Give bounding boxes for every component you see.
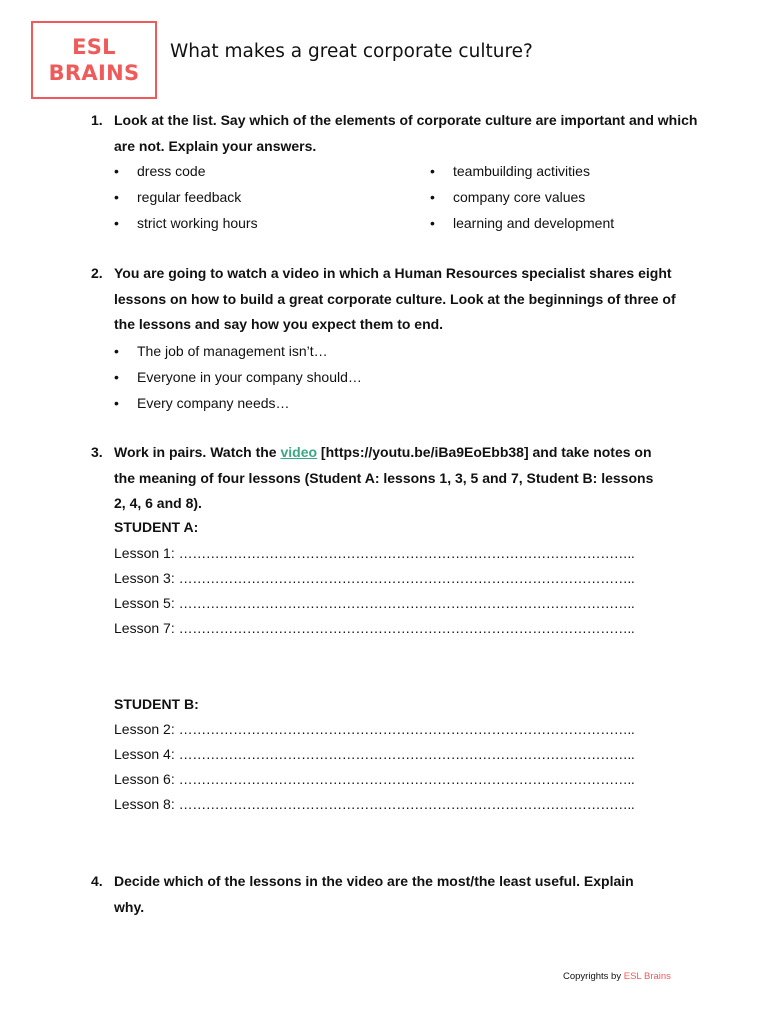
q1-right-list [430,158,614,236]
question-number: 1. [91,112,103,128]
answer-blank[interactable]: ……………………………………………………………………………………….. [178,746,635,762]
student-b-label: STUDENT B: [114,696,199,712]
lesson-line: Lesson 2: ……………………………………………………………………………………….. [114,721,635,737]
list-item: • The job of management isn’t… [114,343,328,359]
list-item: • regular feedback [114,189,242,205]
lesson-line: Lesson 7: ……………………………………………………………………………………….. [114,620,635,636]
question-4 [91,869,651,920]
lesson-line: Lesson 5: ……………………………………………………………………………………….. [114,595,635,611]
answer-blank[interactable]: ……………………………………………………………………………………….. [178,620,635,636]
answer-blank[interactable]: ……………………………………………………………………………………….. [178,771,635,787]
question-number: 3. [91,444,103,460]
q1-left-list [114,158,258,236]
list-item: • dress code [114,163,206,179]
logo-line-2: BRAINS [48,61,140,85]
question-text: Look at the list. Say which of the elements of corporate culture are important and which are not. Explain your answers. [114,112,698,154]
q2-list [114,338,362,416]
footer-brand: ESL Brains [623,971,671,982]
question-3 [91,440,656,517]
answer-blank[interactable]: ……………………………………………………………………………………….. [178,595,635,611]
question-1 [91,108,711,159]
lesson-line: Lesson 4: ……………………………………………………………………………………….. [114,746,635,762]
list-item: • Every company needs… [114,395,290,411]
list-item: • company core values [430,189,586,205]
lesson-line: Lesson 6: ……………………………………………………………………………………….. [114,771,635,787]
lesson-line: Lesson 8: ……………………………………………………………………………………….. [114,796,635,812]
student-a-label: STUDENT A: [114,519,199,535]
answer-blank[interactable]: ……………………………………………………………………………………….. [178,570,635,586]
answer-blank[interactable]: ……………………………………………………………………………………….. [178,721,635,737]
list-item: • learning and development [430,215,615,231]
list-item: • teambuilding activities [430,163,590,179]
copyright-footer: Copyrights by ESL Brains [563,971,671,982]
answer-blank[interactable]: ……………………………………………………………………………………….. [178,796,635,812]
question-2 [91,261,676,338]
question-text: You are going to watch a video in which a Human Resources specialist shares eight lessons on how to build a great corporate culture. Look at the beginnings of three of the lessons and say how you expect them to end. [114,265,676,332]
esl-brains-logo [31,21,157,99]
lesson-line: Lesson 3: ……………………………………………………………………………………….. [114,570,635,586]
list-item: • Everyone in your company should… [114,369,362,385]
page-title: What makes a great corporate culture? [170,41,533,62]
question-text: Decide which of the lessons in the video are the most/the least useful. Explain why. [114,873,634,915]
video-link[interactable]: video [280,444,318,460]
list-item: • strict working hours [114,215,258,231]
lesson-line: Lesson 1: ……………………………………………………………………………………….. [114,545,635,561]
question-text: Work in pairs. Watch the video [https://youtu.be/iBa9EoEbb38] and take notes on the meaning of four lessons (Student A: lessons 1, 3, 5 and 7, Student B: lessons 2, 4, 6 and 8). [114,444,654,511]
logo-line-1: ESL [72,35,116,59]
question-number: 2. [91,265,103,281]
answer-blank[interactable]: ……………………………………………………………………………………….. [178,545,635,561]
question-number: 4. [91,873,103,889]
